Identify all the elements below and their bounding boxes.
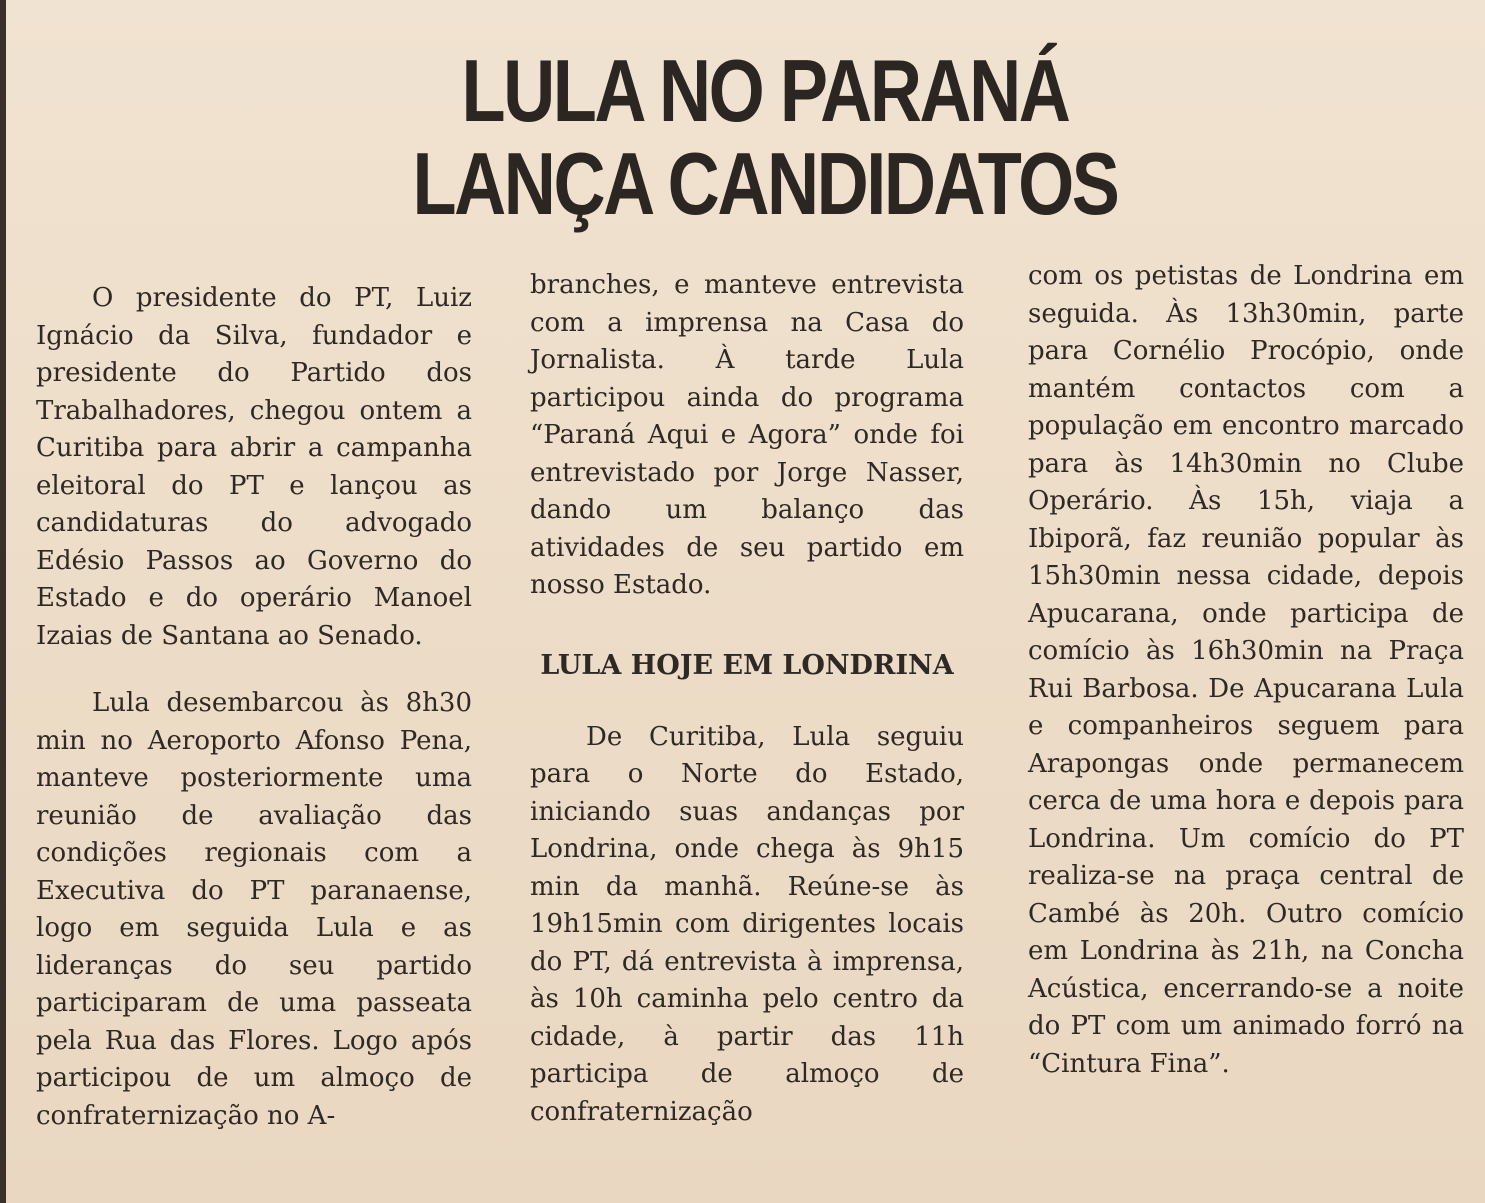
paragraph-schedule: com os petistas de Londrina em seguida. Às 13h30min, parte para Cornélio Procópio, onde mantém contactos com a população em encontro marcado para às 14h30min no Clube Operário. Às 15h, viaja a Ibiporã, faz reunião popular às 15h30min nessa cidade, depois Apucarana, onde participa de comício às 16h30min na Praça Rui Barbosa. De Apucarana Lula e companheiros seguem para Arapongas onde permanecem cerca de uma hora e depois para Londrina. Um comício do PT realiza-se na praça central de Cambé às 20h. Outro comício em Londrina às 21h, na Concha Acústica, encerrando-se a noite do PT com um animado forró na “Cintura Fina”. bbox=[1028, 261, 1464, 1079]
paragraph-arrival: Lula desembarcou às 8h30 min no Aeroporto Afonso Pena, manteve posteriormente uma reunião de avaliação das condições regionais com a Executiva do PT paranaense, logo em seguida Lula e as lideranças do seu partido participaram de uma passeata pela Rua das Flores. Logo após participou de um almoço de confraternização no A- bbox=[36, 688, 472, 1131]
article-column-1 bbox=[36, 280, 472, 1135]
headline-line-2: LANÇA CANDIDATOS bbox=[412, 134, 1118, 233]
headline bbox=[408, 41, 1121, 233]
paragraph-continuation: branches, e manteve entrevista com a imprensa na Casa do Jornalista. À tarde Lula participou ainda do programa “Paraná Aqui e Agora” onde foi entrevistado por Jorge Nasser, dando um balanço das atividades de seu partido em nosso Estado. bbox=[530, 270, 964, 600]
section-subheading: LULA HOJE EM LONDRINA bbox=[540, 649, 954, 681]
paragraph-londrina-itinerary: De Curitiba, Lula seguiu para o Norte do Estado, iniciando suas andanças por Londrina, onde chega às 9h15 min da manhã. Reúne-se às 19h15min com dirigentes locais do PT, dá entrevista à imprensa, às 10h caminha pelo centro da cidade, à partir das 11h participa de almoço de confraternização bbox=[530, 721, 964, 1127]
headline-line-1: LULA NO PARANÁ bbox=[461, 41, 1069, 140]
left-border-rule bbox=[0, 0, 6, 1203]
paragraph-intro: O presidente do PT, Luiz Ignácio da Silva, fundador e presidente do Partido dos Trabalhadores, chegou ontem a Curitiba para abrir a campanha eleitoral do PT e lançou as candidaturas do advogado Edésio Passos ao Governo do Estado e do operário Manoel Izaias de Santana ao Senado. bbox=[36, 283, 472, 651]
article-column-3 bbox=[1028, 258, 1464, 1083]
article-column-2 bbox=[530, 267, 964, 1131]
